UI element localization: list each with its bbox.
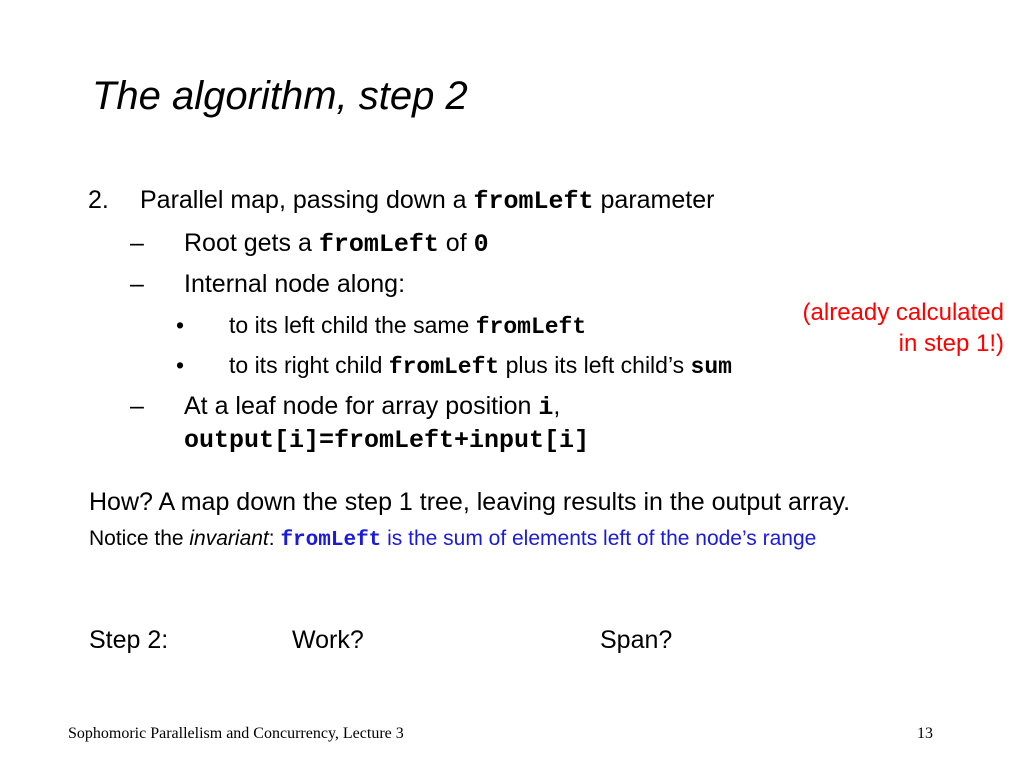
notice-text [89,527,816,553]
bullet2-code2: sum [690,354,732,380]
sub3-marker: – [130,392,144,420]
bullet1-marker: • [176,312,185,338]
sub3-text [184,392,560,423]
notice-before: Notice the [89,527,190,550]
sub1-code2: 0 [473,230,489,259]
sub1-marker: – [130,229,144,257]
item-code: fromLeft [473,187,594,216]
bullet2-code: fromLeft [388,354,500,380]
item-text-before: Parallel map, passing down a [140,186,474,214]
step-label: Step 2: [89,626,169,654]
sub2-text: Internal node along: [184,270,406,298]
sub1-text-before: Root gets a [184,229,319,257]
footer-page-number: 13 [917,725,933,742]
bullet1-code: fromLeft [475,314,587,340]
slide-title: The algorithm, step 2 [92,74,468,118]
sub3-text-after: , [553,392,561,420]
side-note [803,297,1004,359]
side-note-line2: in step 1!) [898,330,1004,358]
step-span: Span? [600,626,673,654]
sub3-code-line2: output[i]=fromLeft+input[i] [184,426,590,455]
sub1-code: fromLeft [318,230,439,259]
footer-course: Sophomoric Parallelism and Concurrency, Lecture 3 [68,725,404,742]
sub3-code: i [538,393,554,422]
bullet1-text [229,312,586,340]
item-text-after: parameter [593,186,715,214]
item-text [140,186,714,217]
notice-invariant: invariant [189,527,269,550]
sub1-text-mid: of [438,229,474,257]
bullet2-marker: • [176,352,185,378]
notice-code: fromLeft [280,529,382,552]
bullet1-text-before: to its left child the same [229,312,476,338]
sub2-marker: – [130,270,144,298]
bullet2-text-before: to its right child [229,352,389,378]
bullet2-text-mid: plus its left child’s [499,352,691,378]
notice-after: is the sum of elements left of the node’s range [381,527,817,550]
bullet2-text [229,352,732,380]
item-number: 2. [88,186,109,214]
how-text: How? A map down the step 1 tree, leaving results in the output array. [89,488,851,516]
side-note-line1: (already calculated [802,299,1004,326]
sub1-text [184,229,489,260]
sub3-code-line [184,425,589,456]
sub3-text-before: At a leaf node for array position [184,392,539,420]
step-work: Work? [292,626,364,654]
notice-colon: : [268,527,281,550]
